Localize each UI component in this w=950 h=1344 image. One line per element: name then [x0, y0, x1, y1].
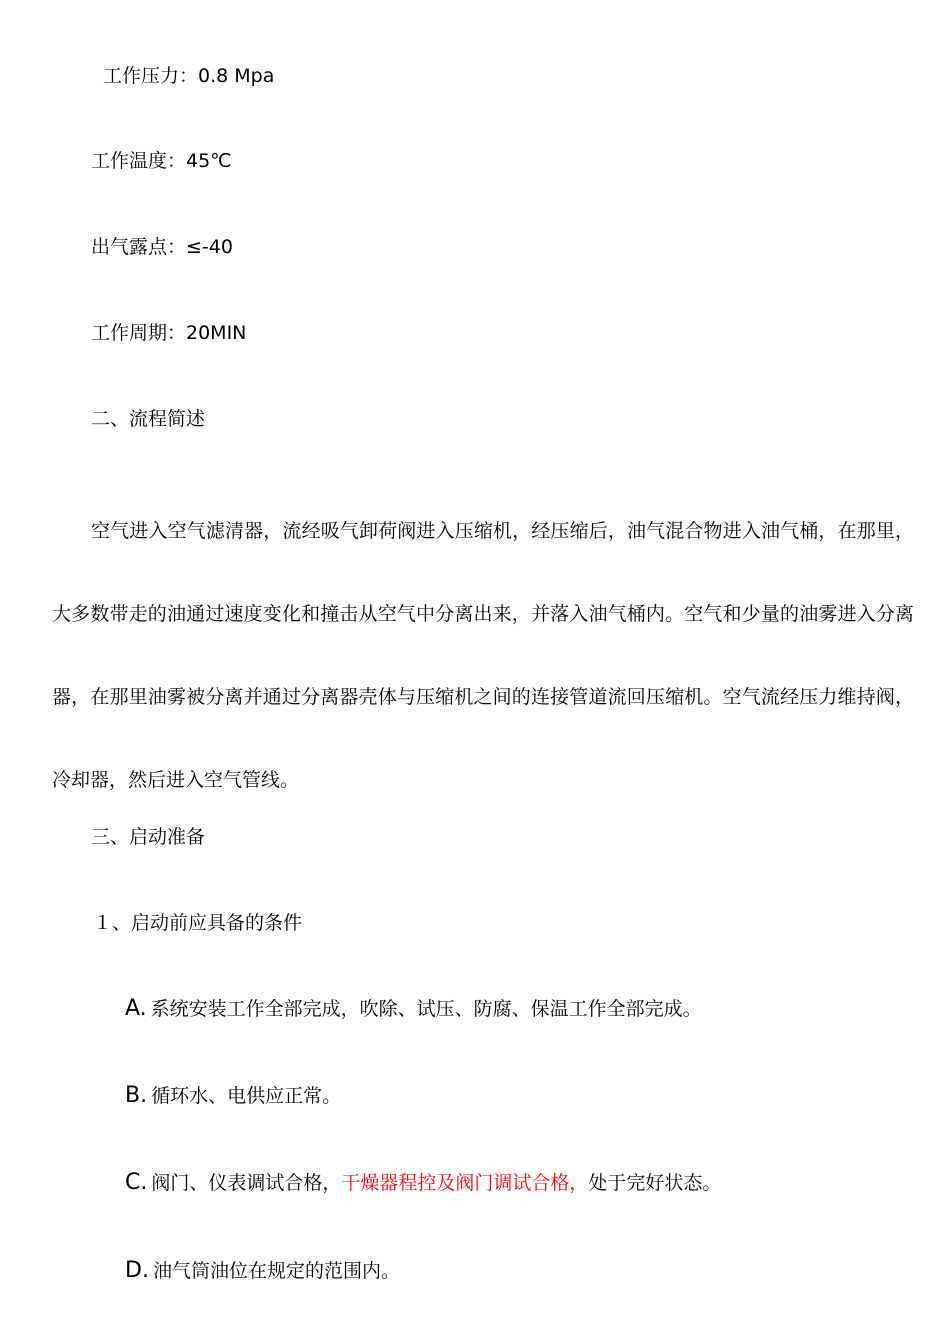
list-item-text: 循环水、电供应正常。 [151, 1085, 342, 1107]
list-item-text-tail: 处于完好状态。 [588, 1172, 722, 1194]
spec-outlet-dew-point: 出气露点：≤-40 [91, 236, 233, 258]
section-heading-process: 二、流程简述 [91, 408, 206, 430]
spec-working-pressure: 工作压力：0.8 Mpa [103, 65, 275, 87]
list-item [125, 1258, 400, 1284]
list-item-letter: D. [125, 1258, 149, 1283]
list-item-text: 油气筒油位在规定的范围内。 [152, 1260, 400, 1282]
list-item-letter: B. [125, 1083, 148, 1108]
spec-working-temperature: 工作温度：45℃ [91, 150, 232, 172]
highlighted-text: 干燥器程控及阀门调试合格， [341, 1172, 589, 1194]
subheading-startup-conditions: １、启动前应具备的条件 [93, 912, 303, 934]
spec-working-cycle: 工作周期：20MIN [91, 322, 247, 344]
list-item [125, 1170, 721, 1196]
list-item-letter: A. [125, 996, 147, 1021]
list-item [125, 1083, 341, 1109]
list-item-text: 系统安装工作全部完成，吹除、试压、防腐、保温工作全部完成。 [150, 998, 702, 1020]
process-description-paragraph: 空气进入空气滤清器，流经吸气卸荷阀进入压缩机，经压缩后，油气混合物进入油气桶，在那里，大多数带走的油通过速度变化和撞击从空气中分离出来，并落入油气桶内。空气和少量的油雾进入分离器，在那里油雾被分离并通过分离器壳体与压缩机之间的连接管道流回压缩机。空气流经压力维持阀，冷却器，然后进入空气管线。 [52, 520, 914, 791]
section-heading-startup-preparation: 三、启动准备 [91, 826, 206, 848]
list-item [125, 996, 702, 1022]
list-item-text: 阀门、仪表调试合格， [151, 1172, 342, 1194]
list-item-letter: C. [125, 1170, 148, 1195]
